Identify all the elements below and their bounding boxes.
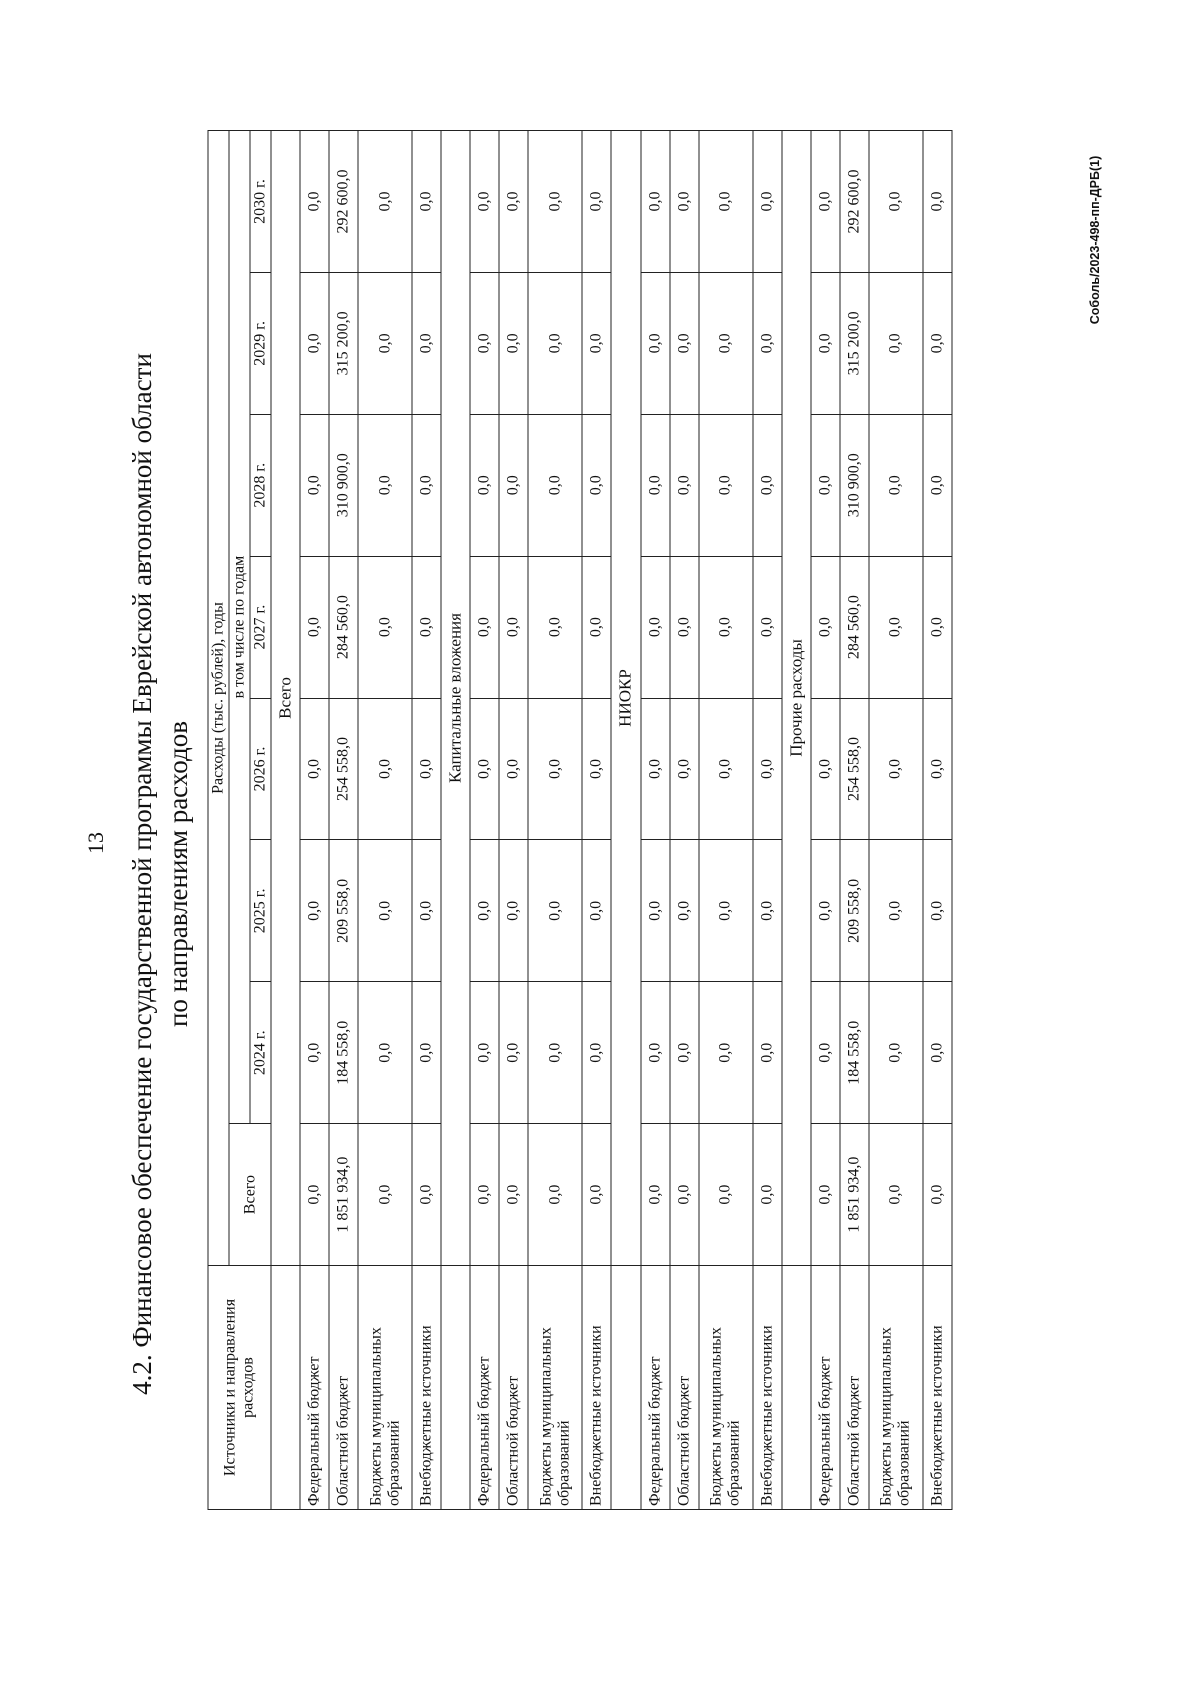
cell-year: 0,0 (641, 982, 670, 1124)
cell-year: 0,0 (412, 414, 441, 556)
cell-year: 0,0 (670, 556, 699, 698)
cell-total: 0,0 (582, 1124, 611, 1266)
cell-year: 0,0 (528, 698, 582, 840)
cell-year: 0,0 (923, 698, 952, 840)
cell-year: 0,0 (753, 556, 782, 698)
cell-year: 0,0 (300, 131, 329, 273)
cell-year: 0,0 (358, 840, 412, 982)
cell-year: 0,0 (300, 840, 329, 982)
cell-year: 209 558,0 (840, 840, 869, 982)
row-label: Внебюджетные источники (412, 1266, 441, 1510)
cell-year: 0,0 (300, 556, 329, 698)
table-row (412, 131, 441, 1510)
cell-year: 0,0 (300, 272, 329, 414)
cell-year: 0,0 (582, 698, 611, 840)
section-row (611, 131, 640, 1510)
header-expenses: Расходы (тыс. рублей), годы (208, 131, 229, 1266)
cell-total: 0,0 (641, 1124, 670, 1266)
table-row (840, 131, 869, 1510)
cell-year: 0,0 (528, 982, 582, 1124)
header-year: 2024 г. (250, 982, 271, 1124)
table-row (528, 131, 582, 1510)
cell-total: 0,0 (300, 1124, 329, 1266)
header-year: 2026 г. (250, 698, 271, 840)
cell-year: 0,0 (470, 556, 499, 698)
header-sources: Источники и направления расходов (208, 1266, 271, 1510)
table-row (869, 131, 923, 1510)
document-code (1088, 155, 1102, 325)
cell-year: 184 558,0 (329, 982, 358, 1124)
row-label: Федеральный бюджет (300, 1266, 329, 1510)
cell-year: 0,0 (670, 272, 699, 414)
cell-year: 284 560,0 (329, 556, 358, 698)
cell-year: 0,0 (358, 698, 412, 840)
cell-year: 0,0 (528, 414, 582, 556)
cell-total: 0,0 (412, 1124, 441, 1266)
section-title (127, 353, 193, 1395)
cell-year: 310 900,0 (329, 414, 358, 556)
cell-year: 0,0 (528, 131, 582, 273)
cell-year: 0,0 (470, 698, 499, 840)
cell-year: 0,0 (582, 982, 611, 1124)
section-blank-cell (782, 1266, 811, 1510)
cell-year: 0,0 (358, 556, 412, 698)
section-heading: Капитальные вложения (441, 131, 470, 1266)
section-row (271, 131, 300, 1510)
cell-year: 0,0 (869, 698, 923, 840)
row-label: Областной бюджет (670, 1266, 699, 1510)
cell-total: 0,0 (699, 1124, 753, 1266)
cell-year: 0,0 (528, 556, 582, 698)
cell-year: 0,0 (528, 272, 582, 414)
table-row (923, 131, 952, 1510)
document-code-text: Соболь/2023-498-пп-ДРБ(1) (1088, 155, 1102, 325)
cell-year: 0,0 (582, 272, 611, 414)
cell-year: 310 900,0 (840, 414, 869, 556)
cell-year: 0,0 (499, 840, 528, 982)
cell-total: 1 851 934,0 (329, 1124, 358, 1266)
header-year: 2025 г. (250, 840, 271, 982)
cell-year: 0,0 (412, 982, 441, 1124)
row-label: Внебюджетные источники (923, 1266, 952, 1510)
cell-year: 0,0 (670, 131, 699, 273)
row-label: Федеральный бюджет (470, 1266, 499, 1510)
row-label: Федеральный бюджет (641, 1266, 670, 1510)
cell-year: 292 600,0 (329, 131, 358, 273)
cell-total: 0,0 (753, 1124, 782, 1266)
cell-year: 0,0 (470, 272, 499, 414)
cell-year: 0,0 (753, 840, 782, 982)
cell-year: 184 558,0 (840, 982, 869, 1124)
cell-year: 0,0 (923, 272, 952, 414)
table-row (358, 131, 412, 1510)
section-row (782, 131, 811, 1510)
cell-year: 0,0 (412, 556, 441, 698)
cell-year: 315 200,0 (840, 272, 869, 414)
cell-year: 0,0 (811, 840, 840, 982)
cell-year: 0,0 (811, 982, 840, 1124)
section-blank-cell (271, 1266, 300, 1510)
cell-year: 0,0 (811, 698, 840, 840)
row-label: Бюджеты муниципальных образований (699, 1266, 753, 1510)
header-year: 2029 г. (250, 272, 271, 414)
cell-year: 0,0 (470, 840, 499, 982)
cell-year: 0,0 (699, 556, 753, 698)
cell-year: 0,0 (358, 272, 412, 414)
row-label: Бюджеты муниципальных образований (869, 1266, 923, 1510)
cell-year: 0,0 (753, 414, 782, 556)
row-label: Областной бюджет (329, 1266, 358, 1510)
cell-year: 0,0 (641, 840, 670, 982)
cell-year: 0,0 (923, 982, 952, 1124)
cell-year: 0,0 (582, 131, 611, 273)
cell-year: 0,0 (300, 698, 329, 840)
cell-year: 0,0 (300, 414, 329, 556)
cell-year: 0,0 (470, 982, 499, 1124)
cell-year: 0,0 (358, 982, 412, 1124)
cell-year: 0,0 (811, 272, 840, 414)
cell-year: 0,0 (641, 698, 670, 840)
cell-total: 0,0 (528, 1124, 582, 1266)
cell-year: 292 600,0 (840, 131, 869, 273)
cell-year: 0,0 (412, 272, 441, 414)
cell-year: 0,0 (923, 414, 952, 556)
cell-year: 0,0 (670, 414, 699, 556)
cell-year: 0,0 (499, 982, 528, 1124)
cell-year: 315 200,0 (329, 272, 358, 414)
section-title-line-1: 4.2. Финансовое обеспечение государственной программы Еврейской автономной области (127, 353, 157, 1395)
section-blank-cell (441, 1266, 470, 1510)
cell-year: 0,0 (300, 982, 329, 1124)
cell-total: 0,0 (470, 1124, 499, 1266)
cell-year: 0,0 (358, 414, 412, 556)
row-label: Бюджеты муниципальных образований (528, 1266, 582, 1510)
row-label: Внебюджетные источники (582, 1266, 611, 1510)
cell-year: 254 558,0 (840, 698, 869, 840)
header-total: Всего (229, 1124, 271, 1266)
header-year: 2027 г. (250, 556, 271, 698)
table-row (582, 131, 611, 1510)
section-heading: Всего (271, 131, 300, 1266)
table-row (753, 131, 782, 1510)
cell-year: 0,0 (753, 131, 782, 273)
page-number: 13 (83, 832, 108, 854)
table-row (300, 131, 329, 1510)
cell-year: 0,0 (699, 131, 753, 273)
row-label: Федеральный бюджет (811, 1266, 840, 1510)
cell-year: 0,0 (811, 131, 840, 273)
section-heading: НИОКР (611, 131, 640, 1266)
cell-year: 254 558,0 (329, 698, 358, 840)
cell-year: 0,0 (641, 414, 670, 556)
cell-year: 0,0 (923, 840, 952, 982)
cell-year: 0,0 (470, 131, 499, 273)
cell-year: 0,0 (811, 556, 840, 698)
cell-year: 0,0 (412, 698, 441, 840)
cell-year: 0,0 (412, 840, 441, 982)
cell-year: 0,0 (699, 982, 753, 1124)
cell-year: 0,0 (499, 272, 528, 414)
cell-year: 0,0 (582, 840, 611, 982)
header-year: 2028 г. (250, 414, 271, 556)
financing-table-container (209, 169, 946, 1506)
cell-year: 0,0 (641, 131, 670, 273)
cell-year: 0,0 (670, 698, 699, 840)
cell-year: 0,0 (358, 131, 412, 273)
cell-year: 0,0 (923, 556, 952, 698)
cell-total: 1 851 934,0 (840, 1124, 869, 1266)
cell-total: 0,0 (358, 1124, 412, 1266)
table-row (499, 131, 528, 1510)
cell-year: 0,0 (582, 556, 611, 698)
cell-year: 0,0 (499, 131, 528, 273)
cell-total: 0,0 (869, 1124, 923, 1266)
cell-year: 0,0 (641, 272, 670, 414)
cell-year: 0,0 (470, 414, 499, 556)
cell-year: 0,0 (499, 698, 528, 840)
table-row (470, 131, 499, 1510)
cell-year: 0,0 (923, 131, 952, 273)
table-row (670, 131, 699, 1510)
cell-year: 0,0 (641, 556, 670, 698)
table-row (641, 131, 670, 1510)
header-by-years: в том числе по годам (229, 131, 250, 1124)
cell-year: 0,0 (699, 840, 753, 982)
cell-year: 0,0 (811, 414, 840, 556)
cell-year: 0,0 (699, 698, 753, 840)
header-year: 2030 г. (250, 131, 271, 273)
cell-year: 0,0 (670, 982, 699, 1124)
section-blank-cell (611, 1266, 640, 1510)
row-label: Областной бюджет (499, 1266, 528, 1510)
cell-year: 0,0 (869, 131, 923, 273)
cell-year: 284 560,0 (840, 556, 869, 698)
cell-year: 0,0 (869, 982, 923, 1124)
cell-year: 0,0 (499, 556, 528, 698)
header-row-1 (208, 131, 229, 1510)
cell-year: 0,0 (699, 272, 753, 414)
cell-total: 0,0 (811, 1124, 840, 1266)
cell-year: 0,0 (582, 414, 611, 556)
cell-year: 0,0 (753, 272, 782, 414)
row-label: Бюджеты муниципальных образований (358, 1266, 412, 1510)
cell-year: 0,0 (528, 840, 582, 982)
section-heading: Прочие расходы (782, 131, 811, 1266)
cell-year: 0,0 (753, 698, 782, 840)
cell-year: 0,0 (412, 131, 441, 273)
cell-year: 0,0 (670, 840, 699, 982)
row-label: Внебюджетные источники (753, 1266, 782, 1510)
cell-year: 0,0 (869, 840, 923, 982)
section-title-line-2: по направлениям расходов (163, 721, 193, 1028)
table-row (699, 131, 753, 1510)
cell-total: 0,0 (923, 1124, 952, 1266)
table-row (329, 131, 358, 1510)
section-row (441, 131, 470, 1510)
cell-year: 0,0 (869, 556, 923, 698)
table-row (811, 131, 840, 1510)
cell-year: 209 558,0 (329, 840, 358, 982)
cell-year: 0,0 (869, 272, 923, 414)
cell-total: 0,0 (499, 1124, 528, 1266)
cell-year: 0,0 (699, 414, 753, 556)
cell-year: 0,0 (869, 414, 923, 556)
row-label: Областной бюджет (840, 1266, 869, 1510)
cell-total: 0,0 (670, 1124, 699, 1266)
financing-table (208, 130, 953, 1510)
cell-year: 0,0 (499, 414, 528, 556)
cell-year: 0,0 (753, 982, 782, 1124)
